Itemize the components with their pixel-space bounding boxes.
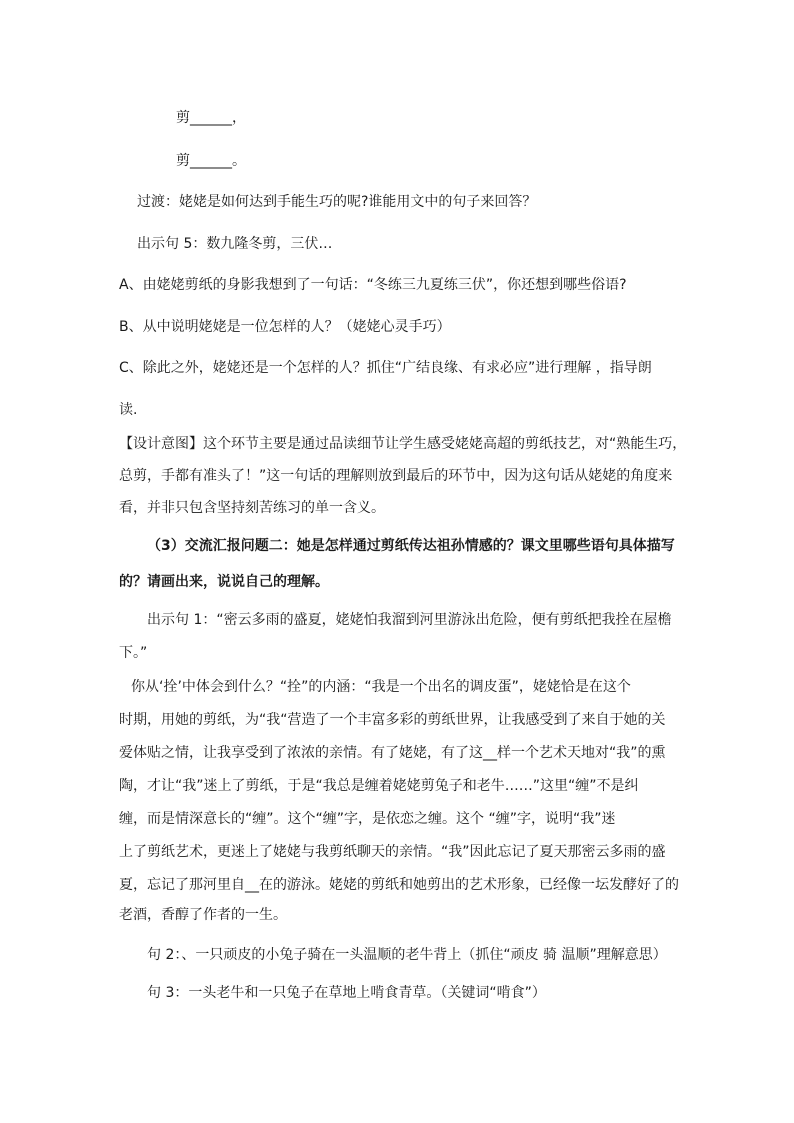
text-line: 句 2：、一只顽皮的小兔子骑在一头温顺的老牛背上（抓住“顽皮 骑 温顺”理解意思） <box>147 947 667 963</box>
text-line: A、由姥姥剪纸的身影我想到了一句话：“冬练三九夏练三伏”，你还想到哪些俗语? <box>119 277 627 293</box>
text-line: 总剪，手都有准头了！”这一句话的理解则放到最后的环节中，因为这句话从姥姥的角度来 <box>119 468 673 484</box>
text-line: 出示句 5：数九隆冬剪，三伏… <box>137 236 333 252</box>
text-line: 剪______。 <box>176 153 246 169</box>
text-line: 爱体贴之情，让我享受到了浓浓的亲情。有了姥姥，有了这__样一个艺术天地对“我”的熏 <box>119 745 666 761</box>
text-line: 老酒，香醇了作者的一生。 <box>119 907 287 923</box>
text-line: 句 3：一头老牛和一只兔子在草地上啃食青草。（关键词“啃食”） <box>147 985 546 1001</box>
text-line: C、除此之外，姥姥还是一个怎样的人？抓住“广结良缘、有求必应”进行理解 ，指导朗 <box>119 360 652 376</box>
text-line: 你从‘拴’中体会到什么？“拴”的内涵：“我是一个出名的调皮蛋”，姥姥恰是在这个 <box>131 679 631 695</box>
text-line: 过渡：姥姥是如何达到手能生巧的呢?谁能用文中的句子来回答？ <box>137 194 537 210</box>
text-line: 【设计意图】这个环节主要是通过品读细节让学生感受姥姥高超的剪纸技艺，对“熟能生巧， <box>119 436 687 452</box>
text-line: 陶，才让“我”迷上了剪纸，于是“我总是缠着姥姥剪兔子和老牛……”这里“缠”不是纠 <box>119 778 639 794</box>
text-line: 下。” <box>119 645 148 661</box>
text-line: 时期，用她的剪纸，为“我“营造了一个丰富多彩的剪纸世界，让我感受到了来自于她的关 <box>119 712 666 728</box>
text-line: 缠，而是情深意长的“缠”。这个“缠”字，是依恋之缠。这个 “缠”字，说明“我”迷 <box>119 811 616 827</box>
section-heading: （3）交流汇报问题二：她是怎样通过剪纸传达祖孙情感的？课文里哪些语句具体描写 <box>147 538 675 554</box>
text-line: 出示句 1：“密云多雨的盛夏，姥姥怕我溜到河里游泳出危险，便有剪纸把我拴在屋檐 <box>147 612 672 628</box>
text-line: 剪______， <box>176 110 246 126</box>
text-line: 读. <box>119 402 138 418</box>
text-line: B、从中说明姥姥是一位怎样的人？（姥姥心灵手巧） <box>119 319 451 335</box>
section-heading: 的？请画出来，说说自己的理解。 <box>119 574 329 590</box>
text-line: 看，并非只包含坚持刻苦练习的单一含义。 <box>119 500 385 516</box>
text-line: 上了剪纸艺术，更迷上了姥姥与我剪纸聊天的亲情。“我”因此忘记了夏天那密云多雨的盛 <box>119 844 666 860</box>
text-line: 夏，忘记了那河里自__在的游泳。姥姥的剪纸和她剪出的艺术形象，已经像一坛发酵好了的 <box>119 877 679 893</box>
